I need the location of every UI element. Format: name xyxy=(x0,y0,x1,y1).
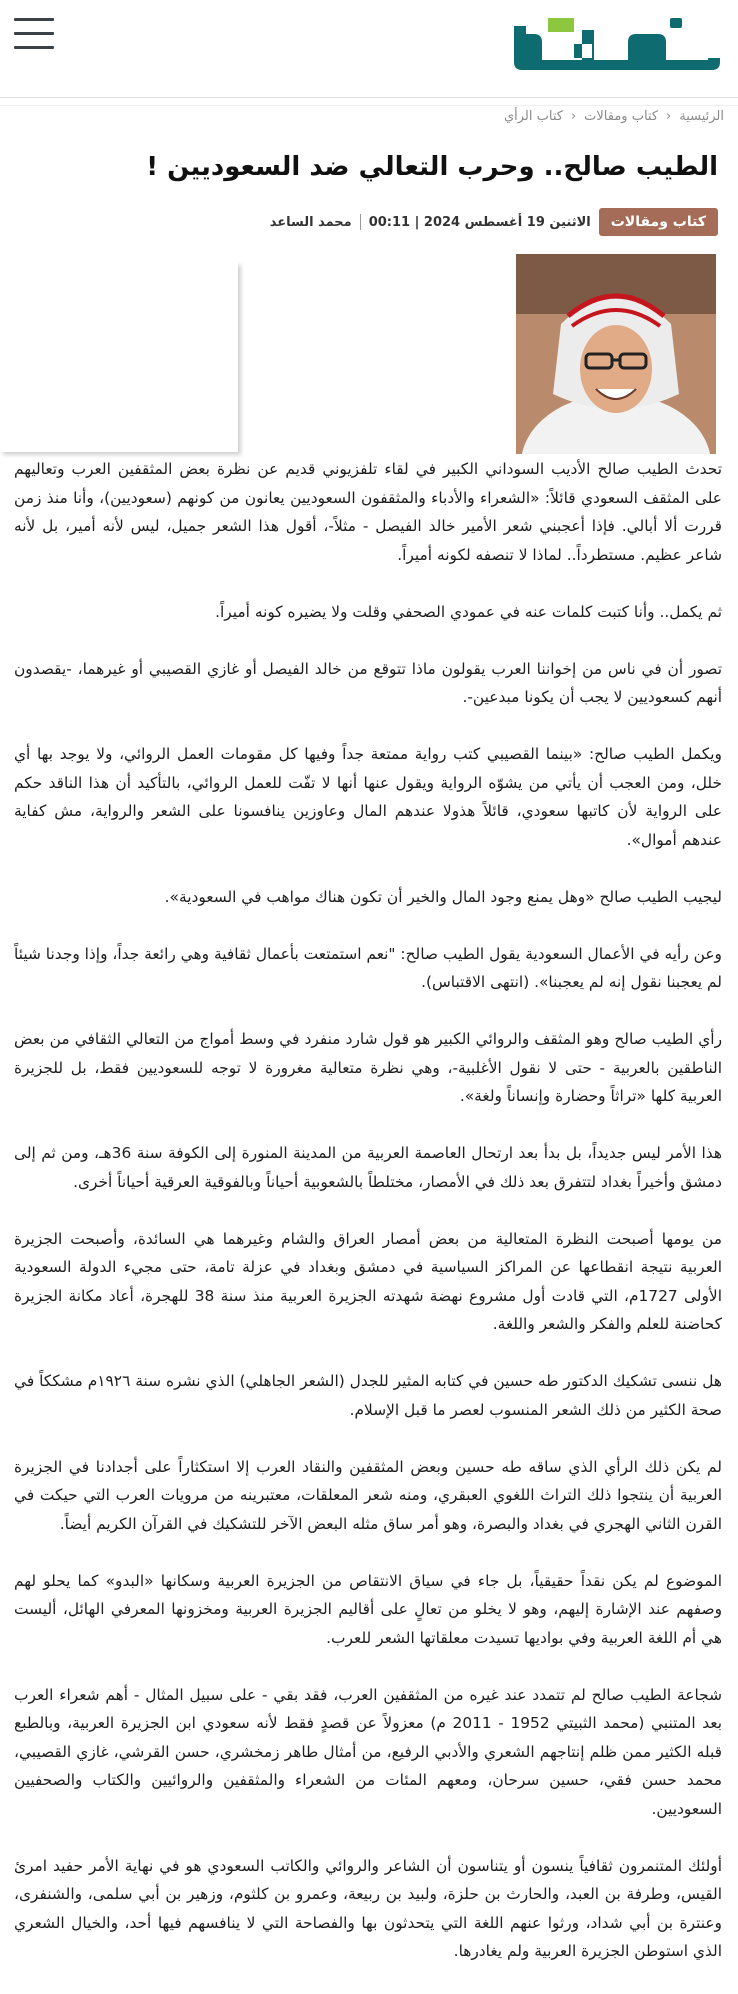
breadcrumb-articles[interactable]: كتاب ومقالات xyxy=(584,108,659,124)
breadcrumb-home[interactable]: الرئيسية xyxy=(679,108,724,124)
author-photo-graphic xyxy=(516,254,716,454)
article-paragraph: تصور أن في ناس من إخواننا العرب يقولون ماذا تتوقع من خالد الفيصل أو غازي القصيبي أو غيرهما، -يقصدون أنهم كسعوديين لا يجب أن يكونا مبدعين-. xyxy=(14,659,722,706)
site-header xyxy=(0,0,738,98)
hamburger-icon[interactable] xyxy=(14,18,56,60)
article-meta xyxy=(270,206,718,238)
article-title: الطيب صالح.. وحرب التعالي ضد السعوديين ! xyxy=(146,152,718,182)
article-paragraph: تحدث الطيب صالح الأديب السوداني الكبير في لقاء تلفزيوني قديم عن نظرة بعض المثقفين العرب وتعاليهم على المثقف السعودي قائلاً: «الشعراء والأدباء والمثقفون السعوديين يعانون من كونهم (سعوديين)، وأنا منذ زمن قررت ألا أبالي. فإذا أعجبني شعر الأمير خالد الفيصل - مثلاً-، أقول هذا الشعر جميل، ليس لأنه أمير، بل لأنه شاعر عظيم. مستطرداً.. لماذا لا تنصفه لكونه أميراً. xyxy=(14,460,722,564)
article-paragraph: من يومها أصبحت النظرة المتعالية من بعض أمصار العراق والشام وغيرهما هي السائدة، وأصبحت الجزيرة العربية نتيجة انقطاعها عن المراكز السياسية في دمشق وبغداد في عزلة تامة، حتى مجيء الدولة السعودية الأولى 1727م، التي قادت أول مشروع نهضة شهدته الجزيرة العربية منذ سنة 38 للهجرة، أعاد مكانة الجزيرة كحاضنة للعلم والفكر والشعر واللغة. xyxy=(14,1229,722,1333)
article-paragraph: ثم يكمل.. وأنا كتبت كلمات عنه في عمودي الصحفي وقلت ولا يضيره كونه أميراً. xyxy=(215,602,722,621)
okaz-logo[interactable] xyxy=(512,16,722,76)
article-paragraph: رأي الطيب صالح وهو المثقف والروائي الكبير هو قول شارد منفرد في وسط أمواج من التعالي الثقافي من بعض الناطقين بالعربية - حتى لا نقول الأغلبية-، وهي نظرة متعالية مغرورة لا توجه للسعوديين فقط، بل للجزيرة العربية كلها «تراثاً وحضارة وإنساناً ولغة». xyxy=(14,1030,722,1105)
article-paragraph: هذا الأمر ليس جديداً، بل بدأ بعد ارتحال العاصمة العربية من المدينة المنورة إلى الكوفة سنة 36هـ، ومن ثم إلى دمشق وأخيراً بغداد لتتفرق بعد ذلك في الأمصار، مختلطاً بالشعوبية أحياناً وبالفوقية العرقية أحياناً أخرى. xyxy=(14,1144,722,1191)
category-badge[interactable]: كتاب ومقالات xyxy=(599,208,718,236)
author-name[interactable]: محمد الساعد xyxy=(269,214,352,230)
article-paragraph: وعن رأيه في الأعمال السعودية يقول الطيب صالح: "نعم استمتعت بأعمال ثقافية وهي رائعة جداً، وإذا وجدنا شيئاً لم يعجبنا نقول إنه لم يعجبنا». (انتهى الاقتباس). xyxy=(14,944,722,991)
article-paragraph: شجاعة الطيب صالح لم تتمدد عند غيره من المثقفين العرب، فقد بقي - على سبيل المثال - أهم شعراء العرب بعد المتنبي (محمد الثبيتي 1952 - 2011 م) معزولاً عن قصدٍ فقط لأنه سعودي ابن الجزيرة العربية، وبالطبع قبله الكثير ممن ظلم إنتاجهم الشعري والأدبي الرفيع، من أمثال طاهر زمخشري، حسن القرشي، غازي القصيبي، محمد حسن فقي، حسين سرحان، ومعهم المئات من الشعراء والمثقفين والروائيين والكتاب والصحفيين السعوديين. xyxy=(14,1685,722,1818)
ad-placeholder xyxy=(0,262,238,452)
author-photo xyxy=(516,254,716,454)
article-paragraph: ويكمل الطيب صالح: «بينما القصيبي كتب رواية ممتعة جداً وفيها كل مقومات العمل الروائي، ولا يوجد بها أي خلل، ومن العجب أن يأتي من يشوّه الرواية ويقول عنها أنها لا تفّت للعمل الروائي، بالتأكيد أن هذا الناقد حكم على الرواية لأن كاتبها سعودي، قائلاً هذولا عندهم المال وعاوزين ينافسونا على الشعر والرواية، مش كفاية عندهم أموال». xyxy=(14,745,722,849)
chevron-left-icon: ‹ xyxy=(666,108,672,124)
article-paragraph: أولئك المتنمرون ثقافياً ينسون أو يتناسون أن الشاعر والروائي والكاتب السعودي هو في نهاية الأمر حفيد امرئ القيس، وطرفة بن العبد، والحارث بن حلزة، ولبيد بن ربيعة، وعمرو بن كلثوم، وزهير بن أبي سلمى، والشنفرى، وعنترة بن أبي شداد، ورثوا عنهم اللغة التي يتحدثون بها والفصاحة التي لا ينافسهم فيها أحد، والخيال الشعري الذي استوطن الجزيرة العربية ولم يغادرها. xyxy=(14,1856,722,1960)
logo-accent-mark xyxy=(548,18,574,32)
logo-graphic xyxy=(512,16,722,76)
breadcrumb-opinion-writers[interactable]: كتاب الرأي xyxy=(503,108,563,124)
breadcrumb xyxy=(504,106,724,126)
article-paragraph: الموضوع لم يكن نقداً حقيقياً، بل جاء في سياق الانتقاص من الجزيرة العربية وسكانها «البدو» كما يحلو لهم وصفهم عند الإشارة إليهم، وهو لا يخلو من تعالٍ على أقاليم الجزيرة العربية ومخزونها المعرفي الهائل، أليست هي أم اللغة العربية وفي بواديها تسيدت معلقاتها الشعر للعرب. xyxy=(14,1571,722,1647)
article-date: الاثنين 19 أغسطس 2024 | 00:11 xyxy=(368,214,591,230)
logo-dot xyxy=(670,18,682,28)
meta-divider xyxy=(360,214,361,230)
article-paragraph: ليجيب الطيب صالح «وهل يمنع وجود المال والخير أن تكون هناك مواهب في السعودية». xyxy=(164,887,722,906)
article-paragraph: لم يكن ذلك الرأي الذي ساقه طه حسين وبعض المثقفين والنقاد العرب إلا استكثاراً على أجدادنا في الجزيرة العربية أن ينتجوا ذلك التراث اللغوي العبقري، ومنه شعر المعلقات، معتبرينه من مرويات العرب التي حيكت في القرن الثاني الهجري في بغداد والبصرة، وهو أمر ساق مثله البعض الآخر للتشكيك في القرآن الكريم أيضاً. xyxy=(14,1457,722,1533)
article-body xyxy=(14,455,722,1994)
article-paragraph: هل ننسى تشكيك الدكتور طه حسين في كتابه المثير للجدل (الشعر الجاهلي) الذي نشره سنة ١٩٢٦م مشككاً في صحة الكثير من ذلك الشعر المنسوب لعصر ما قبل الإسلام. xyxy=(14,1372,722,1419)
chevron-left-icon: ‹ xyxy=(570,108,577,124)
logo-wordmark xyxy=(514,26,720,70)
